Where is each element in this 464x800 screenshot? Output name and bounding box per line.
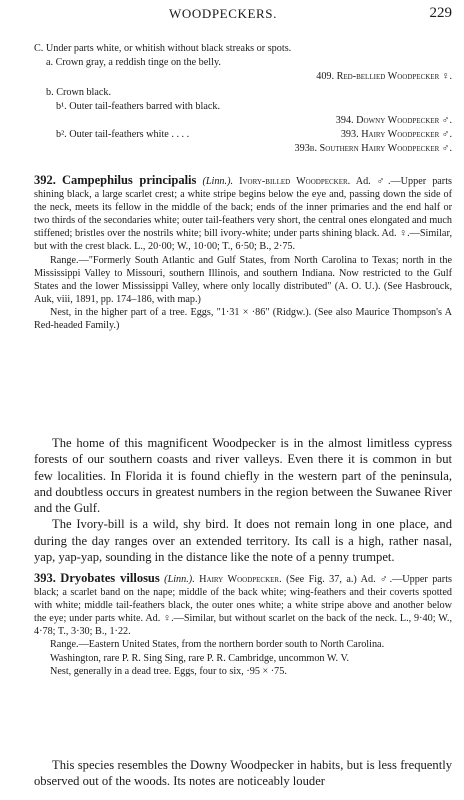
paragraph: This species resembles the Downy Woodpecker in habits, but is less frequently observed out of the woods. Its notes are noticeably louder [34,758,452,789]
species-392-entry [34,174,452,332]
species-range: Range.—Eastern United States, from the northern border south to North Carolina. [50,639,385,651]
species-localities: Washington, rare P. R. Sing Sing, rare P. R. Cambridge, uncommon W. V. [50,652,350,664]
species-number: 393. [34,571,56,585]
species-description: Ad. ♂.—Upper parts black; a scarlet band on the nape; middle of the back white; wing-feathers and their coverts spotted with white; middle tail-feathers black, the outer ones white; a white stripe above and another below the eye; under parts white. Ad. ♀.—Similar, but without scarlet on the back of the neck. L., 9·40; W., 4·78; T., 3·30; B., 1·22. [34,574,452,638]
species-scientific-name: Campephilus principalis [61,173,197,187]
key-line: C. Under parts white, or whitish without black streaks or spots. [34,43,292,54]
species-number: 392. [34,173,56,187]
species-scientific-name: Dryobates villosus [60,571,160,585]
species-nest: Nest, in the higher part of a tree. Eggs, "1·31 × ·86" (Ridgw.). (See also Maurice Thompson's A Red-headed Family.) [34,306,452,332]
figure-reference: (See Fig. 37, a.) [286,574,357,585]
key-species: 394. Downy Woodpecker ♂. [335,115,452,126]
key-line: b. Crown black. [46,87,112,98]
key-species: 393b. Southern Hairy Woodpecker ♂. [294,143,452,154]
species-authority: (Linn.). [164,574,195,585]
page-number: 229 [429,5,452,21]
species-authority: (Linn.). [202,176,234,187]
book-page [34,0,458,800]
key-line: b². Outer tail-feathers white . . . . [56,129,190,140]
species-common-name: Ivory-billed Woodpecker. [239,176,351,187]
paragraph: The home of this magnificent Woodpecker is in the almost limitless cypress forests of our southern coasts and river valleys. Even there it is common in but few localities. In Florida it is found chiefly in the western part of the peninsula, and doubtless occurs in greatest numbers in the region between the Suwanee River and the Gulf. [34,436,452,516]
species-nest: Nest, generally in a dead tree. Eggs, four to six, ·95 × ·75. [50,665,287,677]
species-description: Ad. ♂.—Upper parts shining black, a large scarlet crest; a white stripe begins below the eye and, passing down the side of the neck, meets its fellow in the middle of the back; ends of the inner primaries and the end half or two thirds of the secondaries white; outer tail-feathers very short, the central ones elongated and much stiffened; bristles over the nostrils white; bill ivory-white; under parts shining black. Ad. ♀.—Similar, but with the crest black. L., 20·00; W., 10·00; T., 6·50; B., 2·75. [34,176,452,253]
species-common-name: Hairy Woodpecker. [199,574,282,585]
species-393-entry [34,572,452,678]
key-species: 393. Hairy Woodpecker ♂. [340,129,452,140]
species-range: Range.—"Formerly South Atlantic and Gulf States, from North Carolina to Texas; north in the Mississippi Valley to Missouri, southern Illinois, and southern Indiana. Now restricted to the Gulf States and the lower Mississippi Valley, where only locally distributed" (A. O. U.). (See Hasbrouck, Auk, viii, 1891, pp. 174–186, with map.) [34,254,452,305]
key-line: a. Crown gray, a reddish tinge on the belly. [46,57,221,68]
running-head: WOODPECKERS. [169,6,277,21]
species-393-account [34,757,452,790]
species-392-account [34,435,452,565]
key-species: 409. Red-bellied Woodpecker ♀. [316,71,452,82]
key-line: b¹. Outer tail-feathers barred with black. [56,101,221,112]
paragraph: The Ivory-bill is a wild, shy bird. It does not remain long in one place, and during the day ranges over an extended territory. Its call is a high, rather nasal, yap, yap-yap, sounding in the distance like the note of a penny trumpet. [34,517,452,565]
